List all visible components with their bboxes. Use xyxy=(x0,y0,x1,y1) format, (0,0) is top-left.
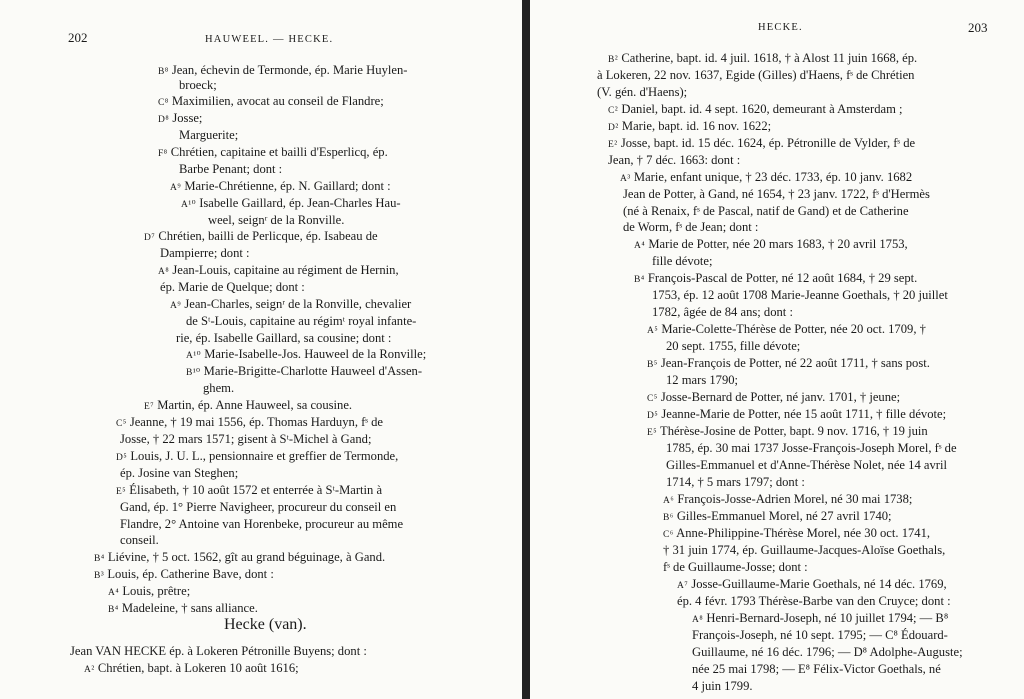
text-line: D² Marie, bapt. id. 16 nov. 1622; xyxy=(608,119,772,133)
text-line: D⁸ Josse; xyxy=(158,111,203,125)
text-line: E⁷ Martin, ép. Anne Hauweel, sa cousine. xyxy=(144,398,353,412)
text-line: née 25 mai 1798; — E⁸ Félix-Victor Goethals, né xyxy=(692,662,941,676)
text-line: 1785, ép. 30 mai 1737 Josse-François-Joseph Morel, fˢ de xyxy=(666,441,957,455)
running-head: HAUWEEL. — HECKE. xyxy=(205,34,334,45)
text-line: A³ Marie, enfant unique, † 23 déc. 1733, ép. 10 janv. 1682 xyxy=(620,170,913,184)
text-line: B² Catherine, bapt. id. 4 juil. 1618, † à Alost 11 juin 1668, ép. xyxy=(608,51,918,65)
text-line: de Worm, fˢ de Jean; dont : xyxy=(623,220,759,234)
text-line: (V. gén. d'Haens); xyxy=(597,85,688,99)
book-gutter xyxy=(522,0,530,699)
text-line: A⁴ Louis, prêtre; xyxy=(108,584,191,598)
text-line: fˢ de Guillaume-Josse; dont : xyxy=(663,560,808,574)
text-line: B⁵ Jean-François de Potter, né 22 août 1711, † sans post. xyxy=(647,356,930,370)
text-line: Marguerite; xyxy=(179,128,239,142)
text-line: 4 juin 1799. xyxy=(692,679,753,693)
text-line: A² Chrétien, bapt. à Lokeren 10 août 1616; xyxy=(84,661,299,675)
text-line: Jean, † 7 déc. 1663: dont : xyxy=(608,153,741,167)
text-line: weel, seignʳ de la Ronville. xyxy=(208,213,345,227)
text-line: ép. Marie de Quelque; dont : xyxy=(160,280,305,294)
text-line: ghem. xyxy=(203,381,235,395)
text-line: Jean de Potter, à Gand, né 1654, † 23 janv. 1722, fˢ d'Hermès xyxy=(623,187,930,201)
text-line: B⁴ François-Pascal de Potter, né 12 août 1684, † 29 sept. xyxy=(634,271,918,285)
page-number: 203 xyxy=(968,20,988,35)
text-line: à Lokeren, 22 nov. 1637, Egide (Gilles) d'Haens, fˢ de Chrétien xyxy=(597,68,915,82)
text-line: Flandre, 2° Antoine van Horenbeke, procureur au même xyxy=(120,517,404,531)
text-line: E⁵ Élisabeth, † 10 août 1572 et enterrée à Sᵗ-Martin à xyxy=(116,483,383,497)
text-line: A⁵ Marie-Colette-Thérèse de Potter, née 20 oct. 1709, † xyxy=(647,322,926,336)
text-line: C⁵ Jeanne, † 19 mai 1556, ép. Thomas Harduyn, fˢ de xyxy=(116,415,384,429)
text-line: (né à Renaix, fˢ de Pascal, natif de Gand) et de Catherine xyxy=(623,204,909,218)
text-line: D⁷ Chrétien, bailli de Perlicque, ép. Isabeau de xyxy=(144,229,378,243)
text-line: A⁹ Marie-Chrétienne, ép. N. Gaillard; dont : xyxy=(170,179,391,193)
text-line: B⁸ Jean, échevin de Termonde, ép. Marie Huylen- xyxy=(158,63,408,77)
right-page xyxy=(530,0,1024,699)
text-line: rie, ép. Isabelle Gaillard, sa cousine; dont : xyxy=(176,331,392,345)
text-line: ép. Josine van Steghen; xyxy=(120,466,239,480)
text-line: 1782, âgée de 84 ans; dont : xyxy=(652,305,793,319)
text-line: fille dévote; xyxy=(652,254,713,268)
text-line: broeck; xyxy=(179,78,217,92)
text-line: B⁴ Liévine, † 5 oct. 1562, gît au grand béguinage, à Gand. xyxy=(94,550,386,564)
text-line: de Sᵗ-Louis, capitaine au régimᵗ royal infante- xyxy=(186,314,417,328)
text-line: Josse, † 22 mars 1571; gisent à Sᵗ-Michel à Gand; xyxy=(120,432,372,446)
text-line: E⁵ Thérèse-Josine de Potter, bapt. 9 nov. 1716, † 19 juin xyxy=(647,424,928,438)
text-line: † 31 juin 1774, ép. Guillaume-Jacques-Aloïse Goethals, xyxy=(663,543,946,557)
text-line: B¹⁰ Marie-Brigitte-Charlotte Hauweel d'Assen- xyxy=(186,364,423,378)
text-line: A¹⁰ Isabelle Gaillard, ép. Jean-Charles Hau- xyxy=(181,196,401,210)
text-line: C⁸ Maximilien, avocat au conseil de Flandre; xyxy=(158,94,384,108)
text-line: B⁶ Gilles-Emmanuel Morel, né 27 avril 1740; xyxy=(663,509,892,523)
text-line: A⁹ Jean-Charles, seignʳ de la Ronville, chevalier xyxy=(170,297,412,311)
text-line: A⁷ Josse-Guillaume-Marie Goethals, né 14 déc. 1769, xyxy=(677,577,947,591)
text-line: D⁵ Jeanne-Marie de Potter, née 15 août 1711, † fille dévote; xyxy=(647,407,947,421)
text-line: A⁴ Marie de Potter, née 20 mars 1683, † 20 avril 1753, xyxy=(634,237,908,251)
text-line: B³ Louis, ép. Catherine Bave, dont : xyxy=(94,567,274,581)
section-title: Hecke (van). xyxy=(224,616,307,633)
text-line: ép. 4 févr. 1793 Thérèse-Barbe van den Cruyce; dont : xyxy=(677,594,951,608)
text-line: C⁵ Josse-Bernard de Potter, né janv. 1701, † jeune; xyxy=(647,390,901,404)
text-line: 20 sept. 1755, fille dévote; xyxy=(666,339,801,353)
text-line: B⁴ Madeleine, † sans alliance. xyxy=(108,601,258,615)
text-line: C² Daniel, bapt. id. 4 sept. 1620, demeurant à Amsterdam ; xyxy=(608,102,903,116)
text-line: 1714, † 5 mars 1797; dont : xyxy=(666,475,805,489)
page-number: 202 xyxy=(68,30,88,45)
text-line: A⁸ Henri-Bernard-Joseph, né 10 juillet 1794; — B⁸ xyxy=(692,611,949,625)
text-line: A¹⁰ Marie-Isabelle-Jos. Hauweel de la Ronville; xyxy=(186,347,427,361)
text-line: A⁸ Jean-Louis, capitaine au régiment de Hernin, xyxy=(158,263,399,277)
text-line: D⁵ Louis, J. U. L., pensionnaire et greffier de Termonde, xyxy=(116,449,399,463)
text-line: 12 mars 1790; xyxy=(666,373,739,387)
text-line: A⁶ François-Josse-Adrien Morel, né 30 mai 1738; xyxy=(663,492,913,506)
text-line: Jean VAN HECKE ép. à Lokeren Pétronille Buyens; dont : xyxy=(70,644,367,658)
text-line: Barbe Penant; dont : xyxy=(179,162,283,176)
text-line: François-Joseph, né 10 sept. 1795; — C⁸ Édouard- xyxy=(692,628,948,642)
text-line: Guillaume, né 16 déc. 1796; — D⁸ Adolphe-Auguste; xyxy=(692,645,963,659)
text-line: Gand, ép. 1° Pierre Navigheer, procureur du conseil en xyxy=(120,500,397,514)
text-line: E² Josse, bapt. id. 15 déc. 1624, ép. Pétronille de Vylder, fˢ de xyxy=(608,136,916,150)
text-line: C⁶ Anne-Philippine-Thérèse Morel, née 30 oct. 1741, xyxy=(663,526,931,540)
text-line: 1753, ép. 12 août 1708 Marie-Jeanne Goethals, † 20 juillet xyxy=(652,288,948,302)
running-head: HECKE. xyxy=(758,22,803,33)
text-line: Gilles-Emmanuel et d'Anne-Thérèse Nolet, née 14 avril xyxy=(666,458,947,472)
text-line: conseil. xyxy=(120,533,159,547)
text-line: F⁸ Chrétien, capitaine et bailli d'Esperlicq, ép. xyxy=(158,145,388,159)
text-line: Dampierre; dont : xyxy=(160,246,250,260)
